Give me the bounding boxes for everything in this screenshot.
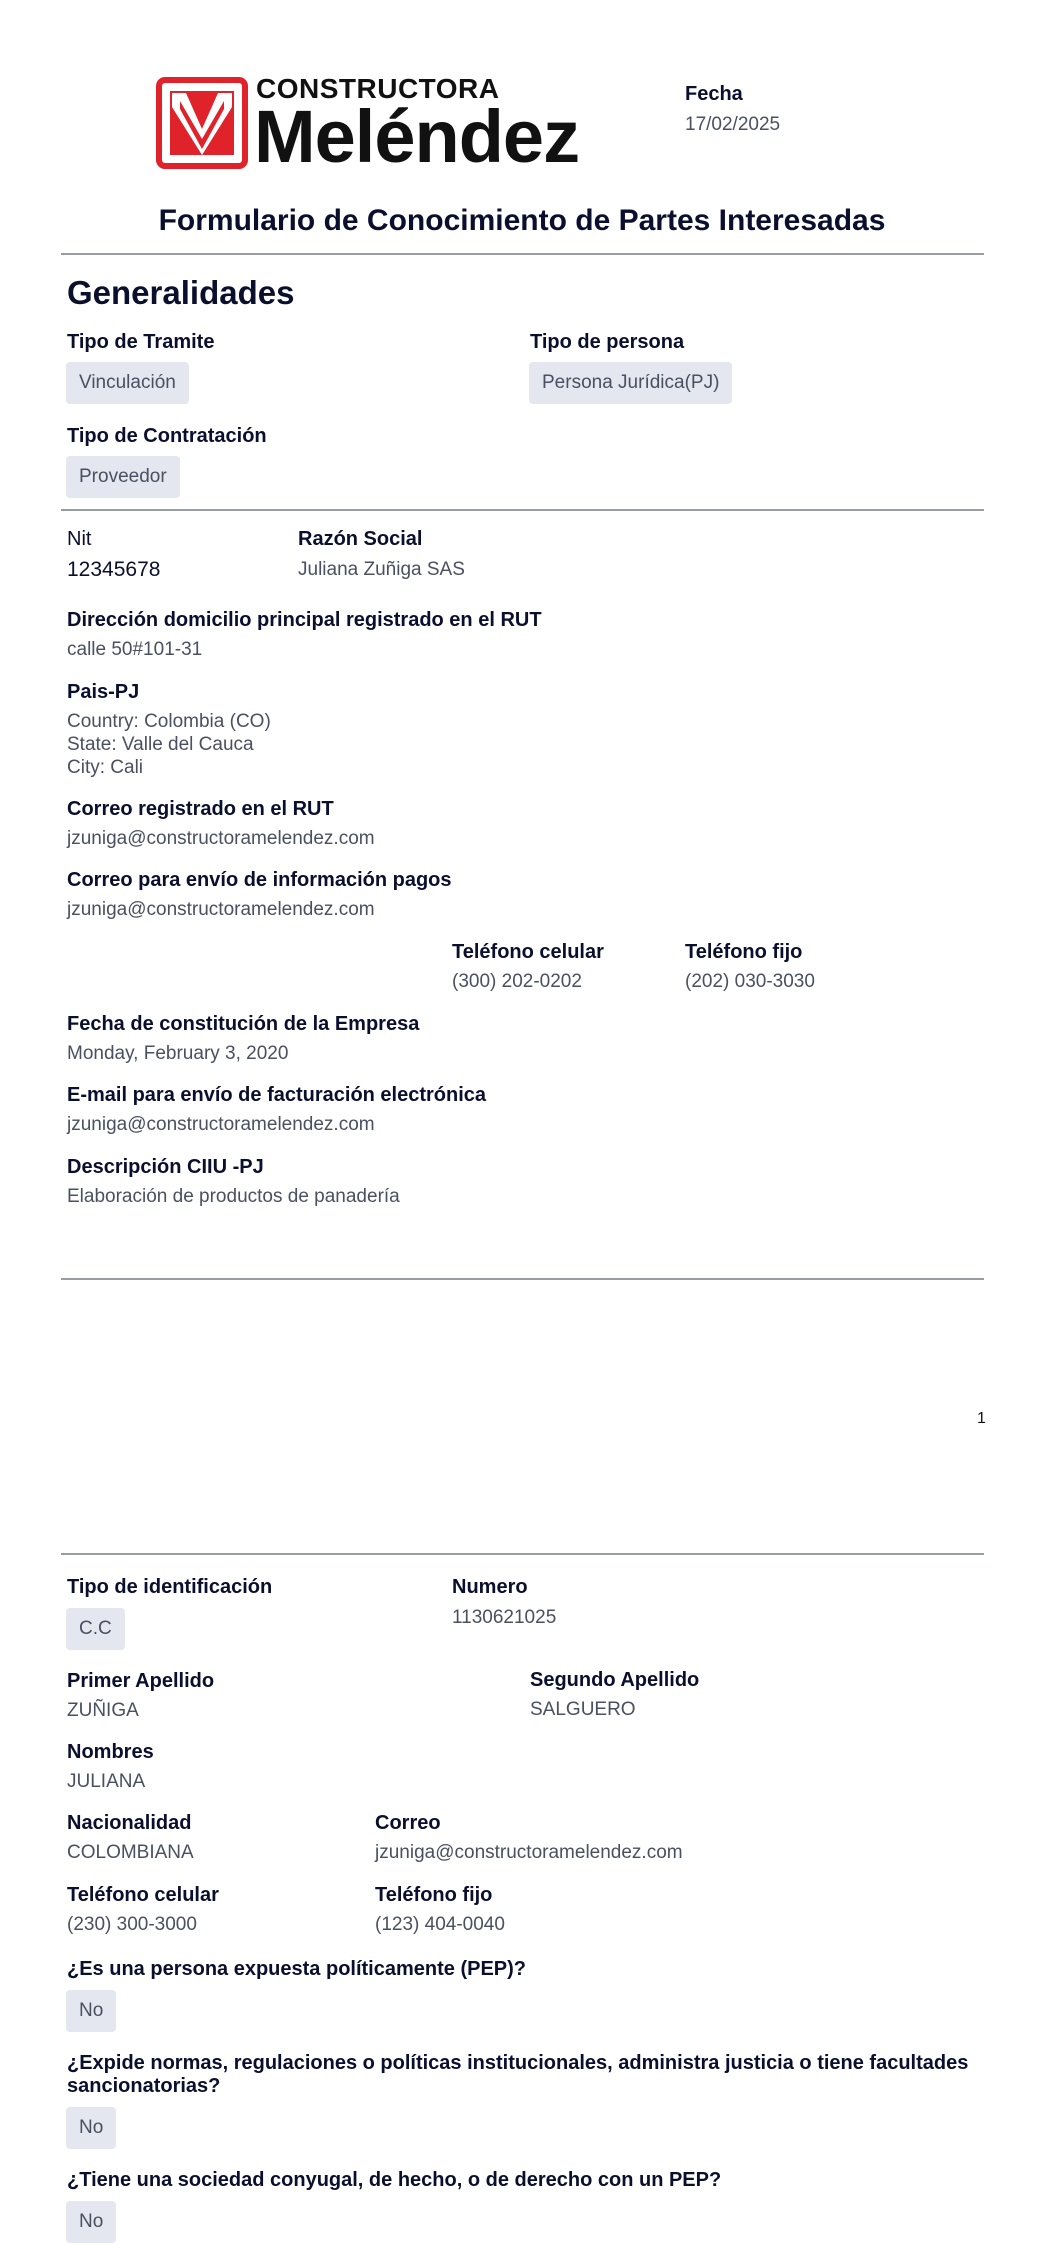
fecha-label: Fecha <box>685 83 743 105</box>
pais-label: Pais-PJ <box>67 681 140 703</box>
correo-pagos-value: jzuniga@constructoramelendez.com <box>67 899 375 920</box>
correo-label: Correo <box>375 1812 441 1834</box>
page-title: Formulario de Conocimiento de Partes Interesadas <box>158 204 886 237</box>
email-facturacion-label: E-mail para envío de facturación electrónica <box>67 1084 487 1106</box>
numero-value: 1130621025 <box>452 1607 557 1628</box>
tipo-tramite-label: Tipo de Tramite <box>67 331 215 353</box>
correo-pagos-label: Correo para envío de información pagos <box>67 869 452 891</box>
razon-social-label: Razón Social <box>298 528 423 550</box>
direccion-value: calle 50#101-31 <box>67 639 203 660</box>
numero-label: Numero <box>452 1576 528 1598</box>
pais-country: Country: Colombia (CO) <box>67 711 271 732</box>
fecha-constitucion-label: Fecha de constitución de la Empresa <box>67 1013 420 1035</box>
nacionalidad-label: Nacionalidad <box>67 1812 192 1834</box>
sociedad-question: ¿Tiene una sociedad conyugal, de hecho, o de derecho con un PEP? <box>67 2169 722 2191</box>
correo-rut-label: Correo registrado en el RUT <box>67 798 334 820</box>
page-number: 1 <box>977 1410 986 1427</box>
page-bottom-divider <box>61 1278 984 1280</box>
correo-rut-value: jzuniga@constructoramelendez.com <box>67 828 375 849</box>
razon-social-value: Juliana Zuñiga SAS <box>298 559 465 580</box>
fecha-value: 17/02/2025 <box>685 114 781 135</box>
sociedad-answer: No <box>66 2201 116 2243</box>
tipo-identificacion-value: C.C <box>66 1608 125 1650</box>
pais-city: City: Cali <box>67 757 144 778</box>
segundo-apellido-value: SALGUERO <box>530 1699 636 1720</box>
fecha-constitucion-value: Monday, February 3, 2020 <box>67 1043 289 1064</box>
telefono-celular-value: (300) 202-0202 <box>452 971 582 992</box>
normas-question-line2: sancionatorias? <box>67 2075 221 2097</box>
rep-telefono-fijo-value: (123) 404-0040 <box>375 1914 505 1935</box>
telefono-fijo-label: Teléfono fijo <box>685 941 803 963</box>
primer-apellido-value: ZUÑIGA <box>67 1700 139 1721</box>
ciiu-label: Descripción CIIU -PJ <box>67 1156 264 1178</box>
tipo-persona-label: Tipo de persona <box>530 331 685 353</box>
segundo-apellido-label: Segundo Apellido <box>530 1669 700 1691</box>
section-divider <box>61 509 984 511</box>
email-facturacion-value: jzuniga@constructoramelendez.com <box>67 1114 375 1135</box>
pais-state: State: Valle del Cauca <box>67 734 254 755</box>
pep-answer: No <box>66 1990 116 2032</box>
correo-value: jzuniga@constructoramelendez.com <box>375 1842 683 1863</box>
tipo-persona-value: Persona Jurídica(PJ) <box>529 362 732 404</box>
tipo-tramite-value: Vinculación <box>66 362 189 404</box>
primer-apellido-label: Primer Apellido <box>67 1670 215 1692</box>
title-divider <box>61 253 984 255</box>
ciiu-value: Elaboración de productos de panadería <box>67 1186 400 1207</box>
telefono-fijo-value: (202) 030-3030 <box>685 971 815 992</box>
telefono-celular-label: Teléfono celular <box>452 941 604 963</box>
logo-top-text: CONSTRUCTORA <box>256 73 500 104</box>
rep-telefono-celular-label: Teléfono celular <box>67 1884 219 1906</box>
rep-telefono-fijo-label: Teléfono fijo <box>375 1884 493 1906</box>
normas-answer: No <box>66 2107 116 2149</box>
pep-question: ¿Es una persona expuesta políticamente (PEP)? <box>67 1958 527 1980</box>
nacionalidad-value: COLOMBIANA <box>67 1842 194 1863</box>
logo-main-text: Meléndez <box>254 95 580 178</box>
rep-telefono-celular-value: (230) 300-3000 <box>67 1914 197 1935</box>
nombres-label: Nombres <box>67 1741 154 1763</box>
tipo-identificacion-label: Tipo de identificación <box>67 1576 273 1598</box>
nit-label: Nit <box>67 528 92 550</box>
tipo-contratacion-label: Tipo de Contratación <box>67 425 267 447</box>
direccion-label: Dirección domicilio principal registrado en el RUT <box>67 609 542 631</box>
section-heading-generalidades: Generalidades <box>67 274 295 311</box>
page-top-divider <box>61 1553 984 1555</box>
nit-value: 12345678 <box>67 558 161 581</box>
tipo-contratacion-value: Proveedor <box>66 456 180 498</box>
constructora-logo-icon <box>156 77 248 169</box>
normas-question-line1: ¿Expide normas, regulaciones o políticas institucionales, administra justicia o tiene facultades <box>67 2052 969 2074</box>
nombres-value: JULIANA <box>67 1771 146 1792</box>
